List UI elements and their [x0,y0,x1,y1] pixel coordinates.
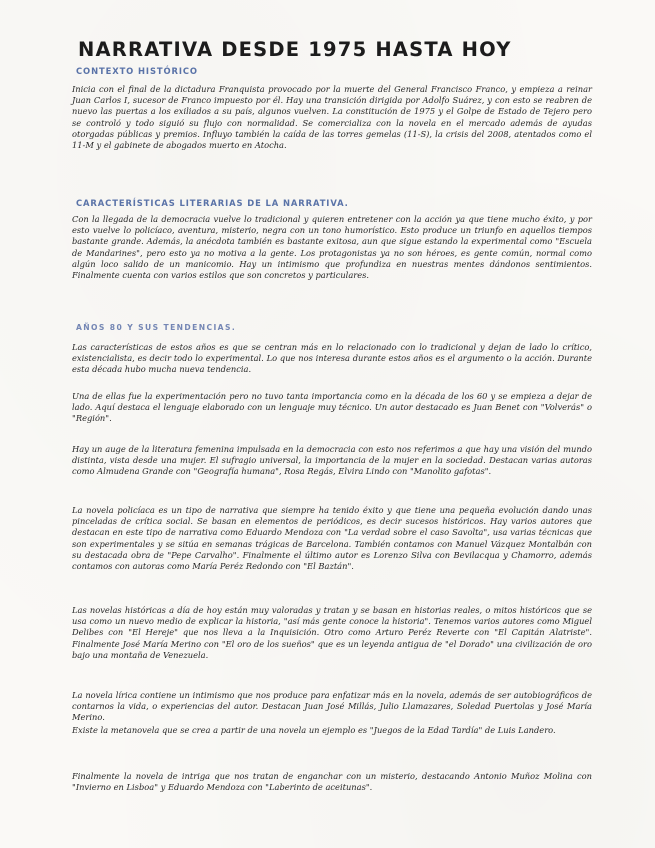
page-title: NARRATIVA DESDE 1975 HASTA HOY [78,38,512,61]
paragraph-literatura-femenina: Hay un auge de la literatura femenina impulsada en la democracia con esto nos referimos a que hay una visión del mundo distinta, vista desde una mujer. El sufragio universal, la importancia de la mujer en la sociedad. Destacan varias autoras como Almudena Grande con "Geografía humana", Rosa Regás, Elvira Lindo con "Manolito gafotas". [72,444,592,477]
paragraph-contexto: Inicia con el final de la dictadura Franquista provocado por la muerte del General Francisco Franco, y empieza a reinar Juan Carlos I, sucesor de Franco impuesto por él. Hay una transición dirigida por Adolfo Suárez, y con esto se reabren de nuevo las puertas a los exiliados a su país, algunos vuelven. La constitución de 1975 y el Golpe de Estado de Tejero pero se controló y todo siguió su flujo con normalidad. Se comercializa con la novela en el mercado además de ayudas otorgadas públicas y premios. Influyo también la caída de las torres gemelas (11-S), la crisis del 2008, atentados como el 11-M y el gabinete de abogados muerto en Atocha. [72,84,592,151]
paragraph-novelas-historicas: Las novelas históricas a día de hoy están muy valoradas y tratan y se basan en historias reales, o mitos históricos que se usa como un nuevo medio de explicar la historia, "así más gente conoce la historia". Tenemos varios autores como Miguel Delibes con "El Hereje" que nos lleva a la Inquisición. Otro como Arturo Peréz Reverte con "El Capitán Alatriste". Finalmente José María Merino con "El oro de los sueños" que es un leyenda antigua de "el Dorado" una civilización de oro bajo una montaña de Venezuela. [72,605,592,660]
paragraph-caracteristicas: Con la llegada de la democracia vuelve lo tradicional y quieren entretener con la acción ya que tiene mucho éxito, y por esto vuelve lo policíaco, aventura, misterio, negra con un tono humorístico. Esto produce un triunfo en aquellos tiempos bastante grande. Además, la anécdota también es bastante exitosa, aun que sigue estando la experimental como "Escuela de Mandarines", pero esto ya no motiva a la gente. Los protagonistas ya no son héroes, es gente común, normal como algún loco salido de un manicomio. Hay un intimismo que profundiza en nuestras mentes dándonos sentimientos. Finalmente cuenta con varios estilos que son concretos y particulares. [72,214,592,281]
paragraph-novela-lirica: La novela lírica contiene un intimismo que nos produce para enfatizar más en la novela, además de ser autobiográficos de contarnos la vida, o experiencias del autor. Destacan Juan José Millás, Julio Llamazares, Soledad Puertolas y José María Merino. [72,690,592,723]
paragraph-metanovela: Existe la metanovela que se crea a partir de una novela un ejemplo es "Juegos de la Edad Tardía" de Luis Landero. [72,725,556,735]
paragraph-novela-policiaca: La novela policíaca es un tipo de narrativa que siempre ha tenido éxito y que tiene una pequeña evolución dando unas pinceladas de crítica social. Se basan en elementos de periódicos, es decir sucesos históricos. Hay varios autores que destacan en este tipo de narrativa como Eduardo Mendoza con "La verdad sobre el caso Savolta", usa varias técnicas que son experimentales y se sitúa en semanas trágicas de Barcelona. También contamos con Manuel Vázquez Montalbán con su destacada obra de "Pepe Carvalho". Finalmente el último autor es Lorenzo Silva con Bevilacqua y Chamorro, además contamos con autoras como María Peréz Redondo con "El Baztán". [72,505,592,572]
paragraph-novela-intriga: Finalmente la novela de intriga que nos tratan de enganchar con un misterio, destacando Antonio Muñoz Molina con "Invierno en Lisboa" y Eduardo Mendoza con "Laberinto de aceitunas". [72,771,592,793]
heading-contexto-historico: CONTEXTO HISTÓRICO [76,66,198,76]
heading-anos-80: AÑOS 80 Y SUS TENDENCIAS. [76,323,237,332]
heading-caracteristicas: CARACTERÍSTICAS LITERARIAS DE LA NARRATIVA. [76,198,349,208]
paragraph-experimentacion: Una de ellas fue la experimentación pero no tuvo tanta importancia como en la década de los 60 y se empieza a dejar de lado. Aquí destaca el lenguaje elaborado con un lenguaje muy técnico. Un autor destacado es Juan Benet con "Volverás" o "Región". [72,391,592,424]
paragraph-anos-80-intro: Las características de estos años es que se centran más en lo relacionado con lo tradicional y dejan de lado lo crítico, existencialista, es decir todo lo experimental. Lo que nos interesa durante estos años es el argumento o la acción. Durante esta década hubo mucha nueva tendencia. [72,342,592,375]
